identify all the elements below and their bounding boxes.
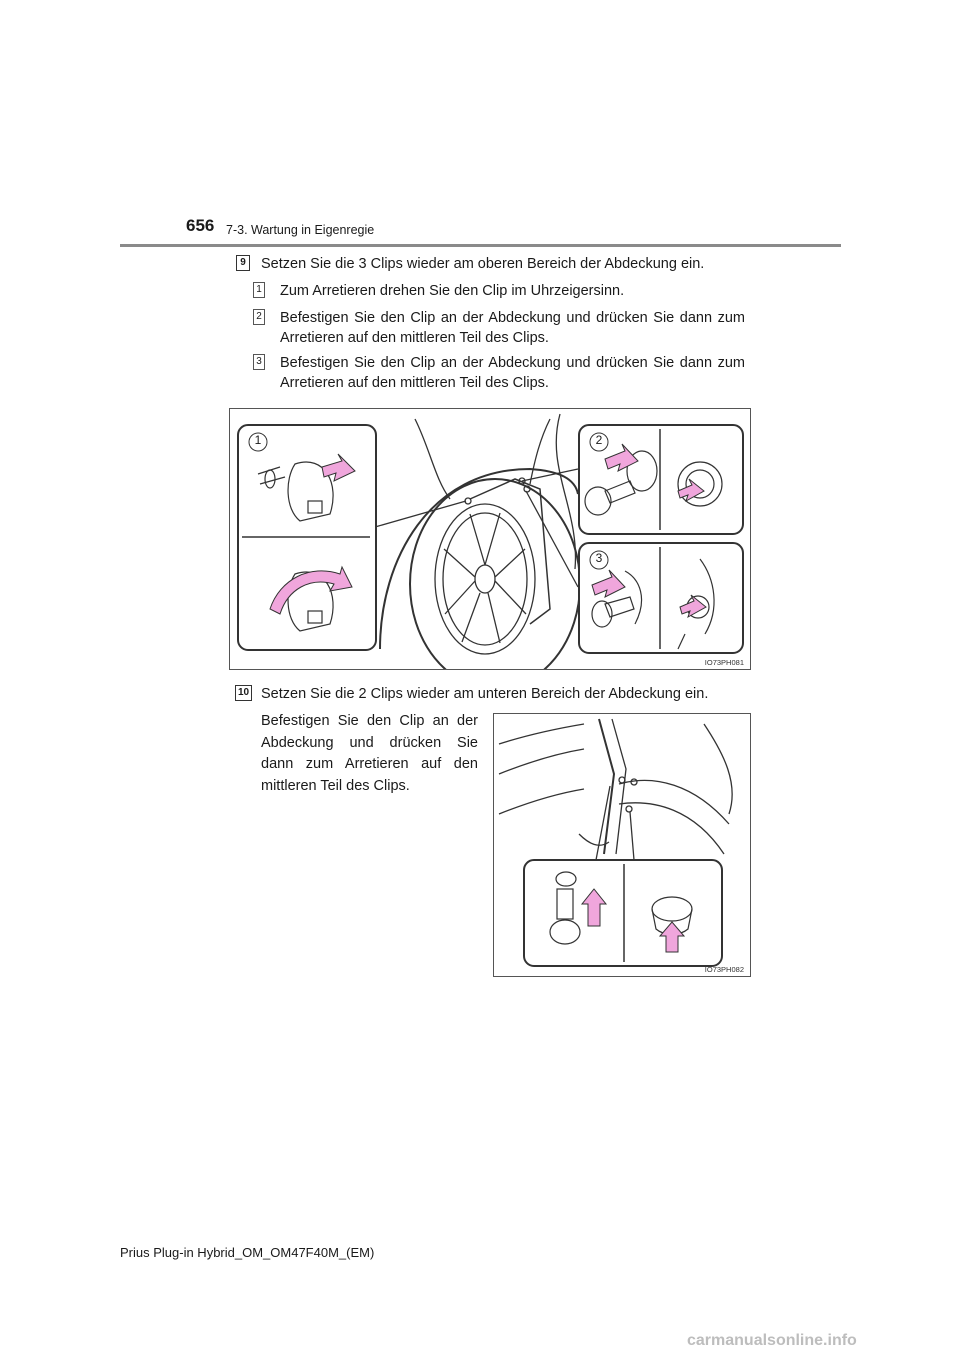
substep-1-text: Zum Arretieren drehen Sie den Clip im Uhrzeigersinn. bbox=[280, 283, 625, 299]
substep-number-3: 3 bbox=[253, 354, 265, 370]
figure-1-illustration bbox=[230, 409, 750, 669]
step-number-9: 9 bbox=[236, 255, 250, 271]
callout-label-1: 1 bbox=[254, 433, 262, 447]
substep-3-text: Befestigen Sie den Clip an der Abdeckung und drücken Sie dann zum Arretieren auf den mittleren Teil des Clips. bbox=[280, 355, 745, 391]
figure-code: IO73PH082 bbox=[704, 965, 744, 974]
callout-panel-1 bbox=[238, 425, 376, 650]
section-title: 7-3. Wartung in Eigenregie bbox=[226, 223, 375, 237]
callout-label-2: 2 bbox=[595, 433, 603, 447]
step-number-10: 10 bbox=[235, 685, 252, 701]
page-number: 656 bbox=[186, 216, 215, 235]
figure-clip-installation-upper bbox=[229, 408, 751, 670]
callout-panel-lower bbox=[524, 860, 722, 966]
header-rule bbox=[120, 244, 841, 247]
figure-code: IO73PH081 bbox=[704, 658, 744, 667]
figure-2-illustration bbox=[494, 714, 750, 976]
step-10-text: Setzen Sie die 2 Clips wieder am unteren Bereich der Abdeckung ein. bbox=[261, 686, 709, 702]
step-10-detail: Befestigen Sie den Clip an der Abdeckung und drücken Sie dann zum Arretieren auf den mittleren Teil des Clips. bbox=[261, 713, 478, 794]
substep-2-text: Befestigen Sie den Clip an der Abdeckung und drücken Sie dann zum Arretieren auf den mittleren Teil des Clips. bbox=[280, 310, 745, 346]
manual-footer: Prius Plug-in Hybrid_OM_OM47F40M_(EM) bbox=[120, 1245, 375, 1260]
callout-label-3: 3 bbox=[595, 551, 603, 565]
figure-clip-installation-lower bbox=[493, 713, 751, 977]
substep-number-1: 1 bbox=[253, 282, 265, 298]
substep-number-2: 2 bbox=[253, 309, 265, 325]
watermark: carmanualsonline.info bbox=[687, 1332, 857, 1349]
step-9-text: Setzen Sie die 3 Clips wieder am oberen Bereich der Abdeckung ein. bbox=[261, 256, 705, 272]
